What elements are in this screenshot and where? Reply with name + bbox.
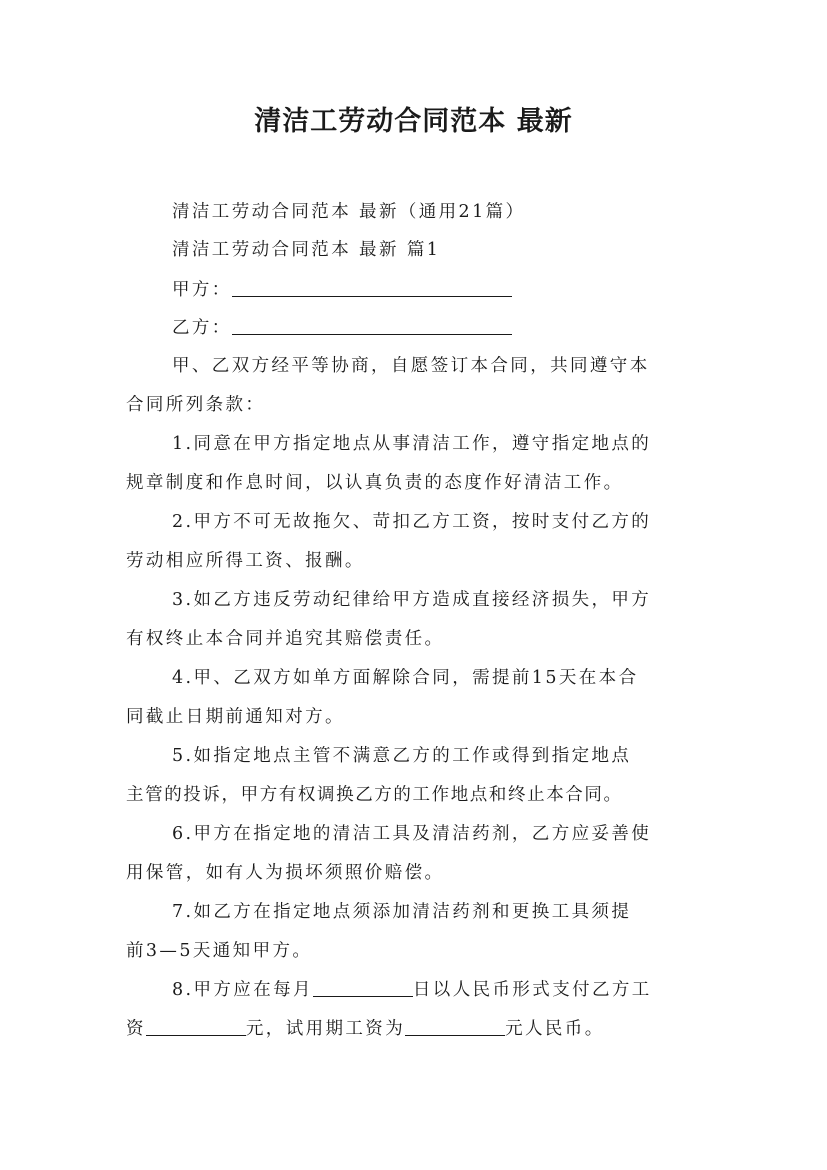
- probation-salary-blank: [405, 1017, 505, 1036]
- salary-blank: [146, 1017, 246, 1036]
- party-a-line: [172, 278, 512, 302]
- party-b-label: 乙方：: [172, 318, 232, 338]
- clause-7-line-2: 前3—5天通知甲方。: [126, 941, 313, 961]
- clause-8-text-c: 资: [126, 1019, 146, 1039]
- clause-6-line-2: 用保管，如有人为损坏须照价赔偿。: [126, 863, 445, 883]
- clause-8-text-a: 8.甲方应在每月: [172, 980, 313, 1000]
- party-a-label: 甲方：: [172, 280, 232, 300]
- clause-8-text-e: 元人民币。: [505, 1019, 605, 1039]
- clause-1-line-2: 规章制度和作息时间，以认真负责的态度作好清洁工作。: [126, 473, 624, 493]
- clause-8-line-2: [126, 1017, 605, 1041]
- clause-1-line-1: 1.同意在甲方指定地点从事清洁工作，遵守指定地点的: [172, 434, 652, 454]
- payday-blank: [313, 978, 413, 997]
- clause-3-line-2: 有权终止本合同并追究其赔偿责任。: [126, 629, 445, 649]
- clause-4-line-1: 4.甲、乙双方如单方面解除合同，需提前15天在本合: [172, 668, 639, 688]
- clause-8-line-1: [172, 978, 652, 1002]
- party-a-blank: [232, 278, 512, 297]
- party-b-blank: [232, 316, 512, 335]
- intro-line-1: 甲、乙双方经平等协商，自愿签订本合同，共同遵守本: [172, 356, 650, 376]
- section-heading: 清洁工劳动合同范本 最新 篇1: [172, 240, 441, 260]
- document-subtitle: 清洁工劳动合同范本 最新（通用21篇）: [172, 202, 526, 222]
- party-b-line: [172, 316, 512, 340]
- clause-2-line-1: 2.甲方不可无故拖欠、苛扣乙方工资，按时支付乙方的: [172, 512, 652, 532]
- document-title: 清洁工劳动合同范本 最新: [254, 106, 573, 137]
- clause-4-line-2: 同截止日期前通知对方。: [126, 707, 345, 727]
- clause-3-line-1: 3.如乙方违反劳动纪律给甲方造成直接经济损失，甲方: [172, 590, 652, 610]
- clause-5-line-2: 主管的投诉，甲方有权调换乙方的工作地点和终止本合同。: [126, 785, 623, 805]
- clause-8-text-b: 日以人民币形式支付乙方工: [412, 980, 652, 1000]
- clause-5-line-1: 5.如指定地点主管不满意乙方的工作或得到指定地点: [172, 746, 632, 766]
- clause-6-line-1: 6.甲方在指定地的清洁工具及清洁药剂，乙方应妥善使: [172, 824, 652, 844]
- intro-line-2: 合同所列条款：: [126, 395, 266, 415]
- clause-2-line-2: 劳动相应所得工资、报酬。: [126, 551, 365, 571]
- clause-8-text-d: 元，试用期工资为: [245, 1019, 406, 1039]
- clause-7-line-1: 7.如乙方在指定地点须添加清洁药剂和更换工具须提: [172, 902, 632, 922]
